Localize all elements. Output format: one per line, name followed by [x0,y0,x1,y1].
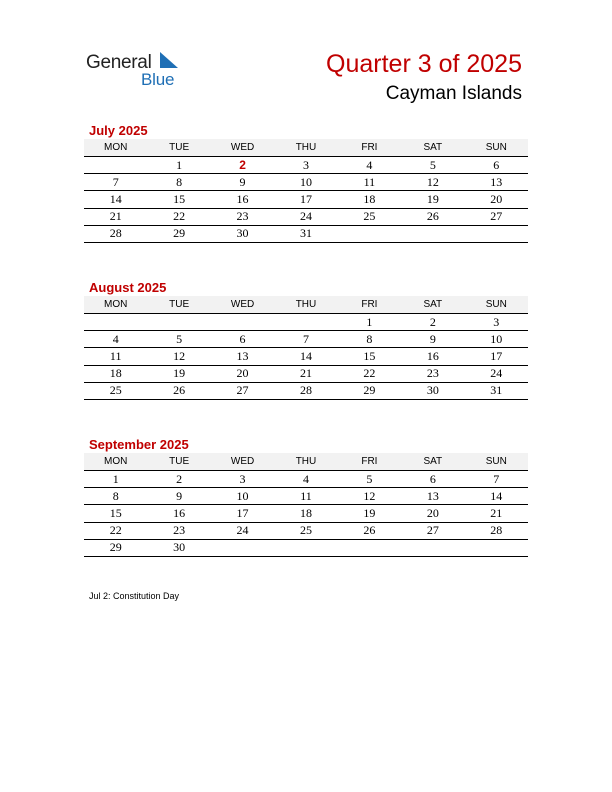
month-title: September 2025 [89,437,189,452]
week-row [84,382,528,399]
day-cell: 17 [211,505,274,522]
day-cell: 15 [338,348,401,365]
day-cell: 20 [465,191,528,208]
day-cell: 18 [84,365,147,382]
day-cell: 26 [401,208,464,225]
day-cell: 3 [211,471,274,488]
day-cell: 5 [147,331,210,348]
day-cell: 11 [338,174,401,191]
page-subtitle: Cayman Islands [385,83,522,104]
day-cell: 24 [274,208,337,225]
day-cell: 19 [147,365,210,382]
day-cell: 23 [401,365,464,382]
day-cell: 26 [147,382,210,399]
day-cell: 31 [274,225,337,242]
day-cell: 25 [338,208,401,225]
day-cell: 4 [274,471,337,488]
day-cell: 3 [465,314,528,331]
week-row [84,488,528,505]
weekday-label: TUE [147,296,210,314]
day-cell [274,539,337,556]
day-cell [84,314,147,331]
weekday-label: SUN [465,453,528,471]
day-cell: 29 [338,382,401,399]
day-cell: 28 [84,225,147,242]
day-cell: 2 [401,314,464,331]
month-calendar-august [84,279,528,400]
day-cell: 1 [338,314,401,331]
day-cell: 19 [338,505,401,522]
day-cell: 17 [274,191,337,208]
day-cell: 5 [401,157,464,174]
week-row [84,471,528,488]
day-cell: 30 [211,225,274,242]
day-cell: 1 [147,157,210,174]
month-calendar-july [84,122,528,243]
weekday-label: FRI [338,139,401,157]
day-cell: 10 [211,488,274,505]
weekday-label: SUN [465,296,528,314]
day-cell: 9 [211,174,274,191]
week-row [84,157,528,174]
day-cell: 21 [465,505,528,522]
day-cell: 14 [274,348,337,365]
weekday-label: MON [84,453,147,471]
month-title: August 2025 [89,280,167,295]
day-cell: 7 [465,471,528,488]
day-cell: 6 [465,157,528,174]
weekday-label: WED [211,453,274,471]
week-row [84,191,528,208]
day-cell: 16 [211,191,274,208]
weekday-label: SUN [465,139,528,157]
day-cell: 3 [274,157,337,174]
day-cell: 23 [147,522,210,539]
holiday-notes [89,591,179,601]
weekday-header-row [84,453,528,471]
day-cell: 27 [211,382,274,399]
logo-text-blue: Blue [141,70,175,89]
day-cell: 27 [401,522,464,539]
day-cell [401,539,464,556]
day-cell [211,314,274,331]
month-calendar-september [84,436,528,557]
day-cell [84,157,147,174]
day-cell: 9 [147,488,210,505]
day-cell: 4 [84,331,147,348]
day-cell: 18 [274,505,337,522]
weekday-label: SAT [401,139,464,157]
weekday-header-row [84,296,528,314]
day-cell: 8 [84,488,147,505]
day-cell: 13 [465,174,528,191]
day-cell: 18 [338,191,401,208]
day-cell [147,314,210,331]
weekday-header-row [84,139,528,157]
day-cell: 11 [84,348,147,365]
calendar-table [84,453,528,557]
day-cell: 8 [147,174,210,191]
weekday-label: SAT [401,296,464,314]
weekday-label: MON [84,139,147,157]
day-cell: 12 [338,488,401,505]
day-cell: 14 [465,488,528,505]
day-cell: 7 [84,174,147,191]
weekday-label: THU [274,296,337,314]
week-row [84,348,528,365]
weekday-label: FRI [338,453,401,471]
day-cell: 27 [465,208,528,225]
day-cell: 12 [401,174,464,191]
week-row [84,174,528,191]
day-cell [465,225,528,242]
calendar-table [84,296,528,400]
day-cell: 8 [338,331,401,348]
day-cell: 28 [465,522,528,539]
weekday-label: SAT [401,453,464,471]
generalblue-logo [86,50,196,92]
page-title: Quarter 3 of 2025 [326,50,522,78]
day-cell: 10 [274,174,337,191]
week-row [84,331,528,348]
day-cell: 22 [338,365,401,382]
day-cell: 15 [147,191,210,208]
day-cell: 25 [274,522,337,539]
day-cell [211,539,274,556]
day-cell: 10 [465,331,528,348]
day-cell: 29 [147,225,210,242]
weekday-label: TUE [147,453,210,471]
day-cell [401,225,464,242]
week-row [84,539,528,556]
day-cell: 22 [84,522,147,539]
day-cell: 7 [274,331,337,348]
day-cell: 19 [401,191,464,208]
logo-text-general: General [86,52,152,73]
weekday-label: TUE [147,139,210,157]
day-cell: 13 [211,348,274,365]
day-cell: 14 [84,191,147,208]
day-cell: 28 [274,382,337,399]
day-cell: 25 [84,382,147,399]
day-cell [338,225,401,242]
month-title: July 2025 [89,123,148,138]
week-row [84,505,528,522]
day-cell: 30 [147,539,210,556]
day-cell: 21 [274,365,337,382]
day-cell: 6 [211,331,274,348]
week-row [84,365,528,382]
day-cell: 5 [338,471,401,488]
weekday-label: THU [274,139,337,157]
day-cell: 30 [401,382,464,399]
weekday-label: MON [84,296,147,314]
day-cell: 31 [465,382,528,399]
day-cell: 20 [401,505,464,522]
day-cell: 23 [211,208,274,225]
week-row [84,314,528,331]
day-cell [338,539,401,556]
week-row [84,225,528,242]
holiday-note: Jul 2: Constitution Day [89,591,180,601]
week-row [84,522,528,539]
calendar-table [84,139,528,243]
day-cell: 24 [465,365,528,382]
logo-triangle-icon [158,52,180,70]
week-row [84,208,528,225]
weekday-label: WED [211,296,274,314]
day-cell: 24 [211,522,274,539]
day-cell: 2 [147,471,210,488]
day-cell: 16 [401,348,464,365]
day-cell [274,314,337,331]
day-cell: 15 [84,505,147,522]
holiday-day-cell: 2 [211,157,274,174]
day-cell: 11 [274,488,337,505]
day-cell: 21 [84,208,147,225]
day-cell: 26 [338,522,401,539]
day-cell: 12 [147,348,210,365]
day-cell [465,539,528,556]
day-cell: 20 [211,365,274,382]
day-cell: 29 [84,539,147,556]
day-cell: 4 [338,157,401,174]
day-cell: 1 [84,471,147,488]
day-cell: 17 [465,348,528,365]
day-cell: 9 [401,331,464,348]
day-cell: 6 [401,471,464,488]
weekday-label: WED [211,139,274,157]
day-cell: 16 [147,505,210,522]
weekday-label: FRI [338,296,401,314]
day-cell: 22 [147,208,210,225]
day-cell: 13 [401,488,464,505]
weekday-label: THU [274,453,337,471]
